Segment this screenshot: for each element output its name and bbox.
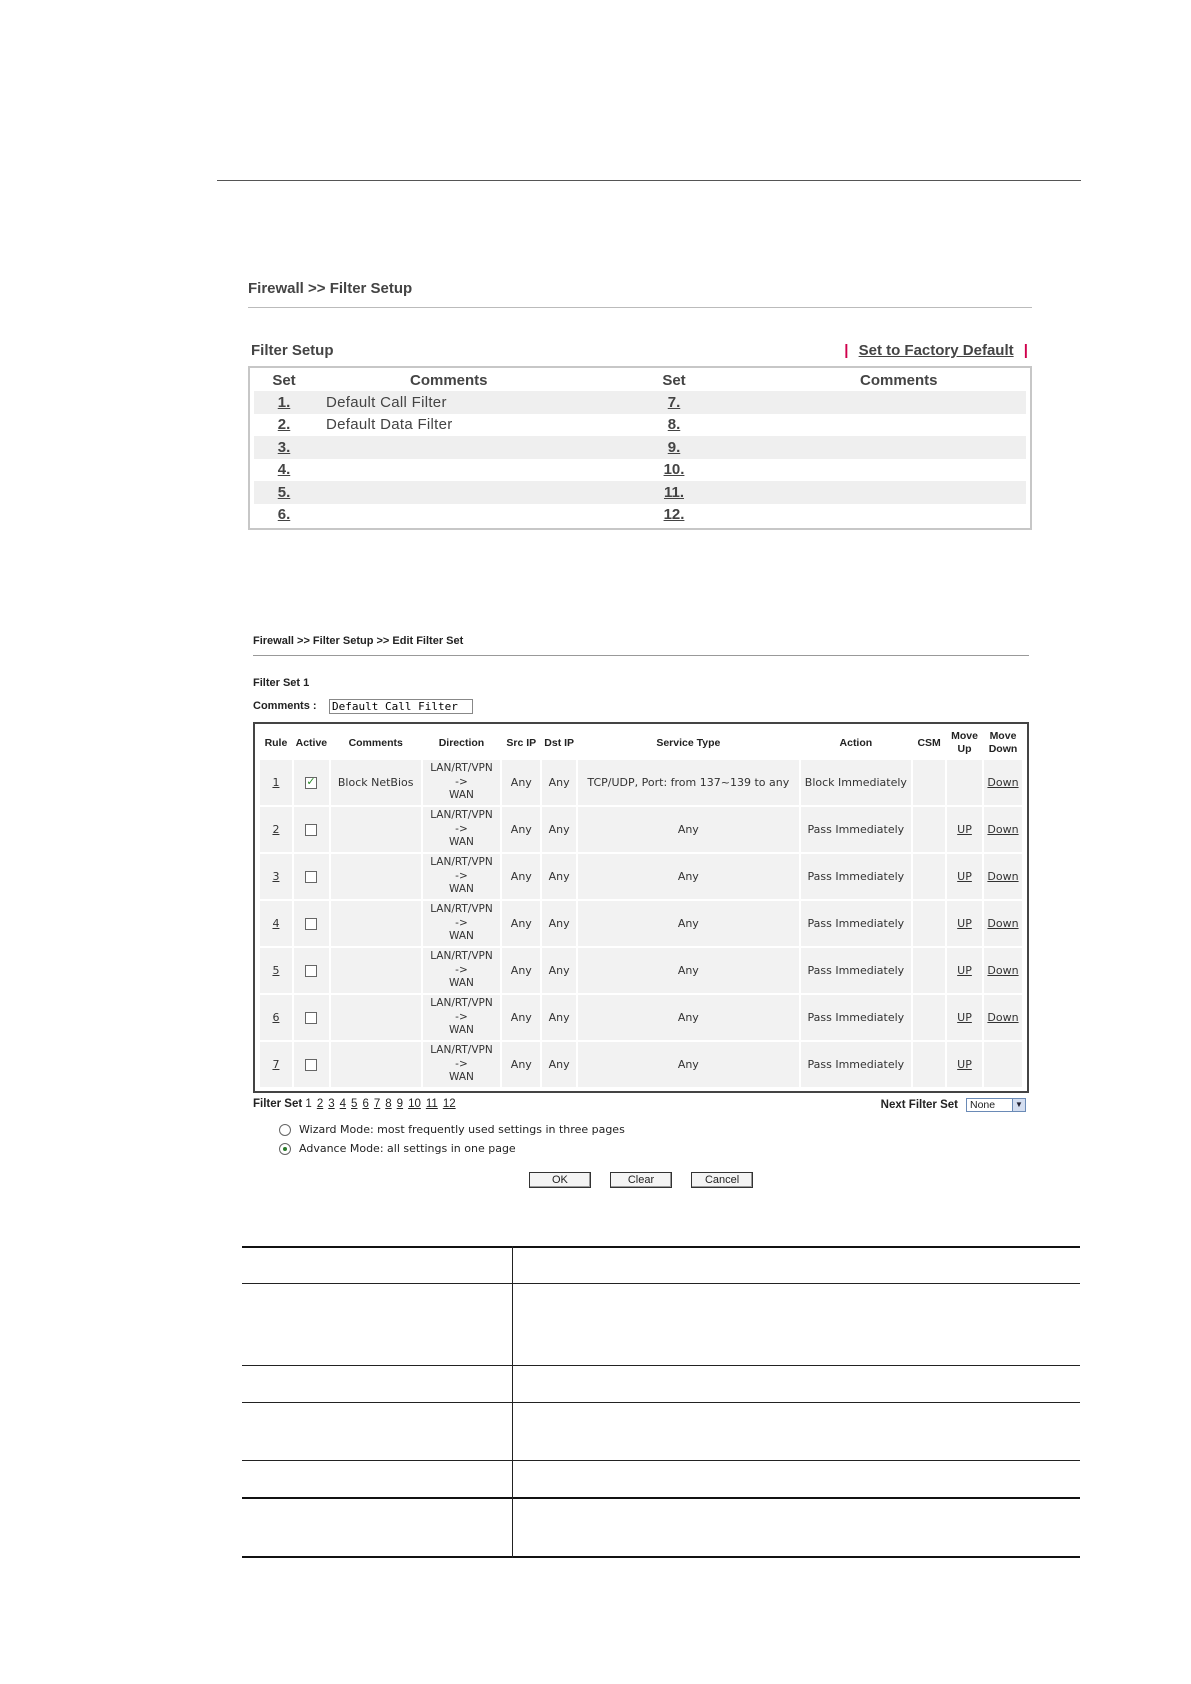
move-up-link[interactable]: UP [957, 917, 972, 930]
rule-csm [913, 901, 945, 946]
advance-mode-option[interactable] [279, 1139, 1029, 1158]
rule-action: Pass Immediately [801, 995, 912, 1040]
rule-direction [423, 854, 501, 899]
filter-set-link[interactable]: 4. [277, 461, 291, 479]
rule-comments [331, 948, 421, 993]
col-move-up-line1: Move [951, 730, 978, 742]
filter-set-comment [314, 504, 614, 527]
rule-active-cell [294, 760, 329, 805]
rule-number-link[interactable] [260, 1042, 292, 1087]
rule-active-cell [294, 948, 329, 993]
filter-setup-header [248, 340, 1032, 362]
rule-number[interactable]: 3 [272, 870, 280, 883]
rule-src-ip: Any [502, 948, 540, 993]
rule-service-type: Any [578, 948, 798, 993]
move-down-link[interactable]: Down [987, 1011, 1019, 1024]
desc-column-divider [512, 1246, 513, 1558]
move-up-link[interactable]: UP [957, 1058, 972, 1071]
filter-set-row [254, 504, 1026, 527]
filter-set-link[interactable]: 11. [614, 481, 734, 504]
mode-options [253, 1120, 1029, 1158]
move-up-link[interactable]: UP [957, 870, 972, 883]
rule-direction-from: LAN/RT/VPN [430, 903, 493, 916]
rule-src-ip: Any [502, 807, 540, 852]
filter-set-link[interactable]: 6. [277, 506, 291, 524]
rule-direction-arrow: -> [455, 1057, 468, 1070]
move-up-link[interactable]: UP [957, 964, 972, 977]
rule-direction-from: LAN/RT/VPN [430, 809, 493, 822]
filter-set-title: Filter Set 1 [253, 677, 310, 689]
rule-src-ip: Any [502, 901, 540, 946]
filter-set-comment [734, 391, 1026, 414]
pager-links [253, 1098, 460, 1110]
rules-table-box [253, 722, 1029, 1093]
rule-dst-ip: Any [542, 760, 576, 805]
edit-breadcrumb: Firewall >> Filter Setup >> Edit Filter Set [253, 635, 464, 647]
rule-dst-ip: Any [542, 995, 576, 1040]
rule-direction-arrow: -> [455, 775, 468, 788]
edit-filter-set-panel [253, 634, 1029, 1188]
filter-set-row [254, 414, 1026, 437]
filter-set-link[interactable]: 8. [667, 416, 681, 434]
filter-set-row [254, 481, 1026, 504]
rule-direction-to: WAN [449, 1024, 474, 1037]
rule-number-link[interactable] [260, 995, 292, 1040]
rule-csm [913, 760, 945, 805]
rule-number[interactable]: 7 [272, 1058, 280, 1071]
rule-service-type: Any [578, 901, 798, 946]
col-dst-ip: Dst IP [544, 736, 575, 749]
separator-left: | [844, 342, 849, 359]
filter-set-link[interactable]: 12. [663, 506, 685, 524]
rule-comments: Block NetBios [331, 760, 421, 805]
pager-link[interactable]: 12 [442, 1098, 456, 1110]
filter-set-link[interactable]: 2. [277, 416, 291, 434]
rule-active-cell [294, 1042, 329, 1087]
rule-active-checkbox[interactable] [305, 871, 317, 883]
rule-action: Pass Immediately [801, 807, 912, 852]
cancel-button[interactable]: Cancel [691, 1172, 753, 1188]
rule-move-up-cell [947, 948, 982, 993]
rule-src-ip: Any [502, 854, 540, 899]
filter-set-pager [253, 1098, 1029, 1114]
rule-number[interactable]: 2 [272, 823, 280, 836]
rule-move-down-cell [984, 995, 1022, 1040]
filter-set-row [254, 459, 1026, 482]
filter-set-comment [314, 481, 614, 504]
next-filter-select[interactable] [966, 1098, 1026, 1112]
pager-link[interactable]: 4 [339, 1098, 347, 1110]
col-csm: CSM [917, 736, 941, 749]
pager-link[interactable]: 3 [328, 1098, 335, 1110]
rule-move-up-cell [947, 760, 982, 805]
rule-src-ip: Any [502, 1042, 540, 1087]
pager-link[interactable]: 10 [408, 1098, 421, 1110]
pager-link[interactable]: 9 [396, 1098, 404, 1110]
filter-set-comment [314, 459, 614, 482]
next-filter-value: None [970, 1099, 996, 1111]
col-active: Active [295, 736, 328, 749]
filter-set-link[interactable]: 10. [663, 461, 685, 479]
rule-number[interactable]: 5 [272, 964, 280, 977]
rule-move-down-cell [984, 760, 1022, 805]
rule-active-checkbox[interactable] [305, 1059, 317, 1071]
rule-move-up-cell [947, 995, 982, 1040]
rule-direction-from: LAN/RT/VPN [430, 950, 493, 963]
filter-set-comment: Default Call Filter [314, 391, 614, 414]
filter-set-comment: Default Data Filter [326, 416, 453, 434]
factory-default-group [844, 342, 1028, 359]
rule-direction-arrow: -> [455, 869, 468, 882]
rule-row [260, 807, 1022, 852]
rule-direction-to: WAN [449, 883, 474, 896]
rule-move-up-cell [947, 807, 982, 852]
rule-row [260, 995, 1022, 1040]
pager-label: Filter Set [253, 1098, 303, 1110]
filter-set-comment [734, 459, 1026, 482]
rule-comments [331, 854, 421, 899]
filter-set-link[interactable]: 7. [614, 391, 734, 414]
rule-row [260, 1042, 1022, 1087]
rule-action: Pass Immediately [801, 901, 912, 946]
comments-label: Comments : [253, 700, 317, 712]
rule-move-up-cell [947, 854, 982, 899]
rule-comments [331, 995, 421, 1040]
filter-set-row [254, 436, 1026, 459]
rule-csm [913, 995, 945, 1040]
pager-current: 1 [305, 1098, 312, 1110]
filter-set-row [254, 391, 1026, 414]
move-up-link[interactable]: UP [957, 1011, 972, 1024]
rule-src-ip: Any [502, 760, 540, 805]
rule-active-checkbox[interactable] [305, 918, 317, 930]
rule-number[interactable]: 1 [272, 776, 280, 789]
rule-direction-from: LAN/RT/VPN [430, 762, 493, 775]
move-down-link[interactable]: Down [987, 964, 1019, 977]
rule-direction-to: WAN [449, 836, 474, 849]
rule-action: Pass Immediately [801, 854, 912, 899]
rule-direction-from: LAN/RT/VPN [430, 1044, 493, 1057]
rule-row [260, 948, 1022, 993]
rule-number-link[interactable] [260, 760, 292, 805]
rule-move-down-cell [984, 901, 1022, 946]
filter-set-comment [734, 504, 1026, 527]
rule-number-link[interactable] [260, 901, 292, 946]
rule-number[interactable]: 4 [272, 917, 280, 930]
pager-link[interactable]: 5 [351, 1098, 358, 1110]
col-service-type: Service Type [656, 736, 721, 749]
rule-move-down-cell [984, 854, 1022, 899]
rule-direction-arrow: -> [455, 1010, 468, 1023]
rule-service-type: Any [578, 1042, 798, 1087]
pager-link[interactable]: 2 [316, 1098, 324, 1110]
rule-direction-arrow: -> [455, 916, 468, 929]
next-filter-label: Next Filter Set [880, 1099, 958, 1111]
rule-csm [913, 948, 945, 993]
rule-active-cell [294, 807, 329, 852]
desc-rule [242, 1402, 1080, 1403]
col-header-set: Set [272, 372, 296, 389]
rule-comments [331, 1042, 421, 1087]
desc-rule [242, 1283, 1080, 1284]
rule-direction-from: LAN/RT/VPN [430, 856, 493, 869]
rule-dst-ip: Any [542, 854, 576, 899]
ok-button[interactable]: OK [529, 1172, 591, 1188]
col-move-down-line1: Move [989, 730, 1017, 742]
rule-csm [913, 1042, 945, 1087]
advance-mode-label: Advance Mode: all settings in one page [299, 1142, 516, 1155]
rule-active-cell [294, 901, 329, 946]
filter-set-comment [734, 481, 1026, 504]
col-header-comments-right: Comments [860, 372, 938, 389]
rule-action: Block Immediately [801, 760, 912, 805]
rule-comments [331, 901, 421, 946]
chevron-down-icon: ▼ [1012, 1099, 1025, 1111]
rule-dst-ip: Any [542, 948, 576, 993]
col-direction: Direction [438, 736, 485, 749]
rule-direction [423, 1042, 501, 1087]
filter-setup-panel [248, 278, 1032, 530]
rule-number-link[interactable] [260, 948, 292, 993]
set-factory-default-link[interactable]: Set to Factory Default [858, 342, 1014, 359]
col-action: Action [839, 736, 873, 749]
rule-dst-ip: Any [542, 901, 576, 946]
rule-row [260, 760, 1022, 805]
col-src-ip: Src IP [506, 736, 537, 749]
rule-direction-from: LAN/RT/VPN [430, 997, 493, 1010]
rule-direction-arrow: -> [455, 963, 468, 976]
rule-move-down-cell [984, 807, 1022, 852]
col-rule: Rule [264, 736, 288, 749]
rule-csm [913, 807, 945, 852]
rule-direction [423, 760, 501, 805]
move-down-link[interactable]: Down [987, 776, 1019, 789]
rule-active-cell [294, 854, 329, 899]
rule-comments [331, 807, 421, 852]
rule-direction-to: WAN [449, 930, 474, 943]
filter-set-comment [734, 414, 1026, 437]
move-down-link[interactable]: Down [987, 823, 1019, 836]
edit-breadcrumb-divider [253, 655, 1029, 656]
wizard-mode-label: Wizard Mode: most frequently used settings in three pages [299, 1123, 625, 1136]
rule-src-ip: Any [502, 995, 540, 1040]
filter-set-comment [314, 436, 614, 459]
separator-right: | [1023, 342, 1028, 359]
pager-link[interactable]: 7 [373, 1098, 381, 1110]
filter-set-table [254, 370, 1026, 526]
rule-active-checkbox[interactable] [305, 965, 317, 977]
desc-rule [242, 1556, 1080, 1558]
rule-dst-ip: Any [542, 807, 576, 852]
rule-action: Pass Immediately [801, 1042, 912, 1087]
col-header-set-right: Set [662, 372, 686, 389]
rule-service-type: TCP/UDP, Port: from 137~139 to any [578, 760, 798, 805]
rule-direction-arrow: -> [455, 822, 468, 835]
rule-active-checkbox[interactable] [305, 777, 317, 789]
desc-rule [242, 1497, 1080, 1499]
col-move-up-line2: Up [957, 743, 972, 755]
rule-move-up-cell [947, 1042, 982, 1087]
comments-input[interactable] [329, 699, 473, 714]
rule-number-link[interactable] [260, 854, 292, 899]
rule-row [260, 901, 1022, 946]
col-comments: Comments [348, 736, 403, 749]
rule-action: Pass Immediately [801, 948, 912, 993]
filter-set-link[interactable]: 3. [254, 436, 314, 459]
desc-rule [242, 1365, 1080, 1366]
rule-dst-ip: Any [542, 1042, 576, 1087]
pager-link[interactable]: 8 [385, 1098, 392, 1110]
rule-direction [423, 948, 501, 993]
rule-direction-to: WAN [449, 977, 474, 990]
filter-set-comment [734, 436, 1026, 459]
move-up-link[interactable]: UP [957, 823, 972, 836]
breadcrumb: Firewall >> Filter Setup [248, 280, 413, 297]
rule-active-checkbox[interactable] [305, 1012, 317, 1024]
advance-mode-radio[interactable] [279, 1143, 291, 1155]
filter-set-table-box [248, 366, 1032, 530]
rule-move-down-cell [984, 948, 1022, 993]
rule-row [260, 854, 1022, 899]
move-down-link[interactable]: Down [987, 870, 1019, 883]
rule-direction [423, 807, 501, 852]
rules-table [258, 726, 1024, 1089]
filter-setup-title: Filter Setup [251, 342, 334, 359]
filter-set-link[interactable]: 1. [254, 391, 314, 414]
rule-service-type: Any [578, 807, 798, 852]
rule-number-link[interactable] [260, 807, 292, 852]
rule-active-checkbox[interactable] [305, 824, 317, 836]
col-move-down [984, 728, 1022, 758]
page-header-rule [217, 180, 1081, 181]
rule-csm [913, 854, 945, 899]
col-move-down-line2: Down [988, 743, 1018, 755]
wizard-mode-option[interactable] [279, 1120, 1029, 1139]
comments-row [253, 697, 1029, 715]
col-move-up [947, 728, 982, 758]
pager-link[interactable]: 11 [425, 1098, 438, 1110]
rule-move-up-cell [947, 901, 982, 946]
description-table [242, 1246, 1080, 1558]
rule-direction-to: WAN [449, 1071, 474, 1084]
next-filter-group [881, 1098, 1026, 1112]
wizard-mode-radio[interactable] [279, 1124, 291, 1136]
rule-service-type: Any [578, 995, 798, 1040]
clear-button[interactable]: Clear [610, 1172, 672, 1188]
pager-link[interactable]: 6 [362, 1098, 369, 1110]
rule-active-cell [294, 995, 329, 1040]
rule-number[interactable]: 6 [272, 1011, 280, 1024]
rule-direction [423, 995, 501, 1040]
rule-direction-to: WAN [449, 789, 474, 802]
breadcrumb-divider [248, 307, 1032, 308]
rule-direction [423, 901, 501, 946]
col-header-comments: Comments [410, 372, 488, 389]
desc-rule [242, 1460, 1080, 1461]
filter-set-link[interactable]: 9. [614, 436, 734, 459]
desc-rule [242, 1246, 1080, 1248]
rule-move-down-cell [984, 1042, 1022, 1087]
rule-service-type: Any [578, 854, 798, 899]
form-buttons [253, 1172, 1029, 1188]
filter-set-link[interactable]: 5. [254, 481, 314, 504]
move-down-link[interactable]: Down [987, 917, 1019, 930]
